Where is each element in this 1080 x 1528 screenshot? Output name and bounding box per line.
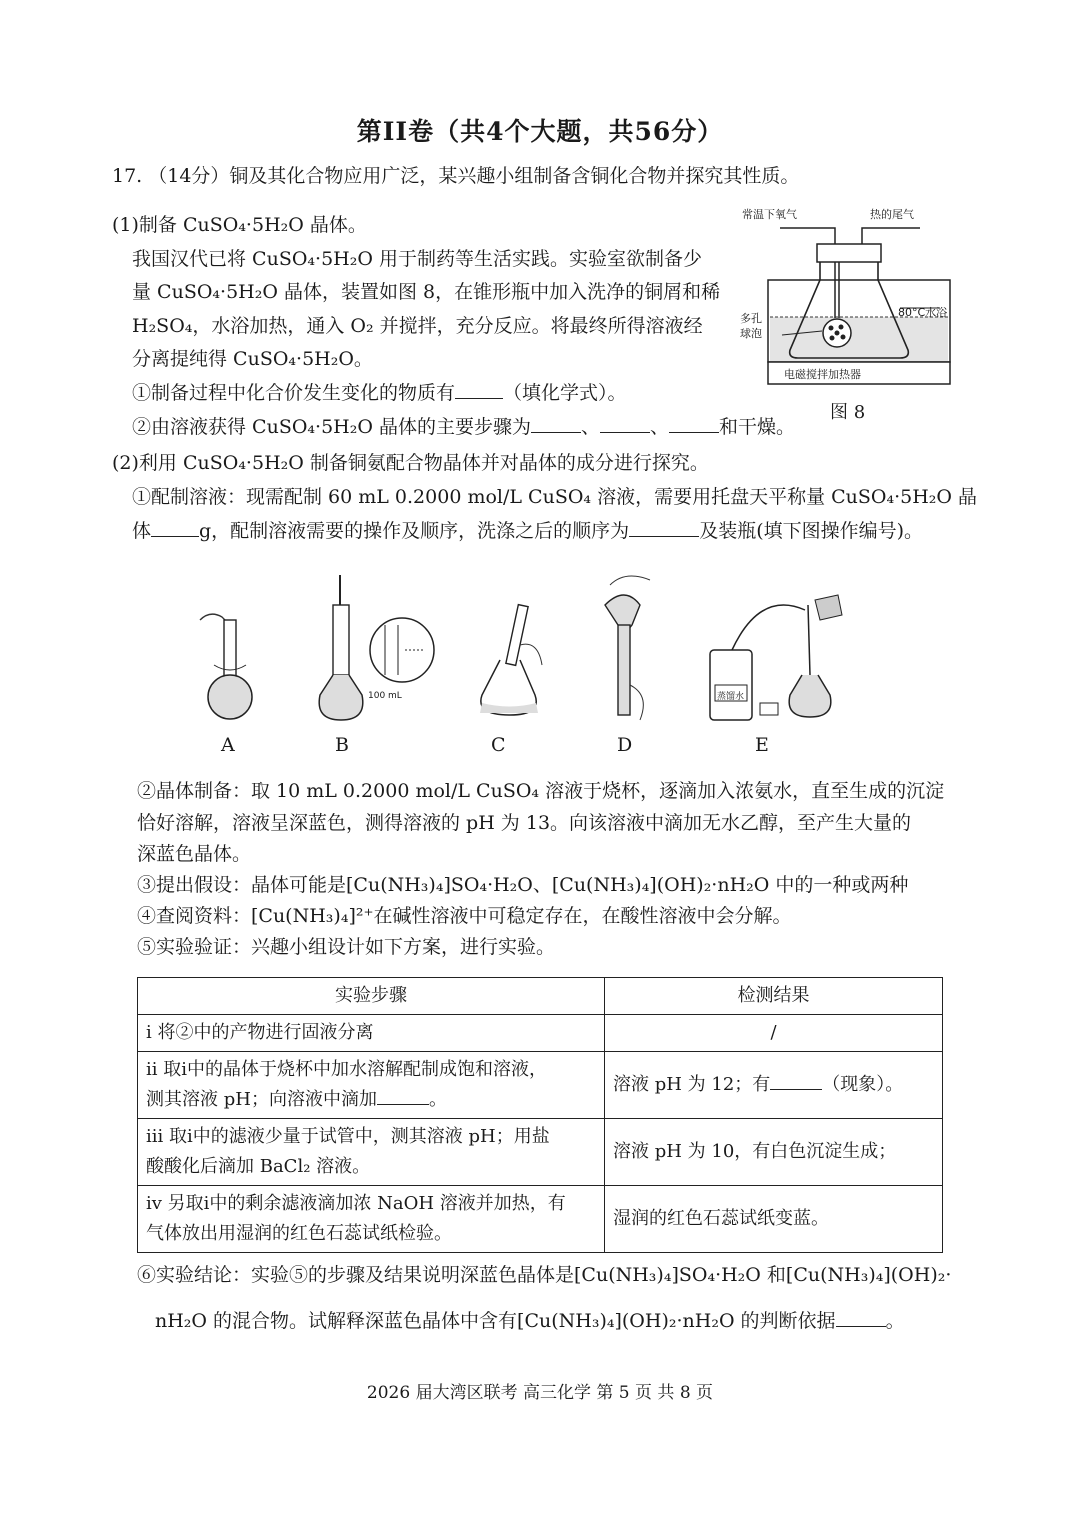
part1-line-2: 量 CuSO₄·5H₂O 晶体，装置如图 8，在锥形瓶中加入洗净的铜屑和稀 [132, 281, 721, 303]
part2-q5: ⑤实验验证：兴趣小组设计如下方案，进行实验。 [137, 936, 556, 958]
separator: 、 [580, 416, 600, 438]
part2-q1-line-1: ①配制溶液：现需配制 60 mL 0.2000 mol/L CuSO₄ 溶液，需要用托盘天平称量 CuSO₄·5H₂O 晶 [132, 486, 978, 508]
result-text: 溶液 pH 为 12；有 [613, 1074, 771, 1095]
water-bottle-label: 蒸馏水 [717, 692, 745, 702]
step-line: 气体放出用湿润的红色石蕊试纸检验。 [146, 1223, 452, 1244]
header-results: 检测结果 [605, 978, 943, 1015]
step-cell [138, 1186, 605, 1253]
step-line: 酸酸化后滴加 BaCl₂ 溶液。 [146, 1156, 371, 1177]
water-bath-label: 80°C水浴 [898, 306, 948, 319]
separator: 、 [649, 416, 669, 438]
answer-blank[interactable] [770, 1071, 822, 1090]
header-steps: 实验步骤 [138, 978, 605, 1015]
table-row [138, 1015, 943, 1052]
table-header-row [138, 978, 943, 1015]
answer-blank[interactable] [669, 414, 719, 433]
part2-q1-text-b: g，配制溶液需要的操作及顺序，洗涤之后的顺序为 [199, 520, 630, 542]
operation-label-a: A [221, 734, 235, 756]
answer-blank[interactable] [151, 518, 199, 537]
part2-q2-line-2: 恰好溶解，溶液呈深蓝色，测得溶液的 pH 为 13。向该溶液中滴加无水乙醇，至产生大量的 [137, 812, 912, 834]
part1-q1-text-a: ①制备过程中化合价发生变化的物质有 [132, 382, 456, 404]
answer-blank[interactable] [455, 380, 503, 399]
operation-c-drawing [480, 605, 542, 715]
part2-q1-text-c: 及装瓶(填下图操作编号)。 [699, 520, 924, 542]
operations-figure [170, 565, 870, 730]
table-row [138, 1052, 943, 1119]
result-cell: 溶液 pH 为 10，有白色沉淀生成； [605, 1119, 943, 1186]
step-cell [138, 1119, 605, 1186]
question-17-intro: 17. （14分）铜及其化合物应用广泛，某兴趣小组制备含铜化合物并探究其性质。 [112, 165, 800, 187]
result-text: （现象）。 [822, 1074, 904, 1095]
operation-a-drawing [200, 614, 252, 719]
page-footer: 2026 届大湾区联考 高三化学 第 5 页 共 8 页 [366, 1383, 714, 1403]
part1-line-3: H₂SO₄，水浴加热，通入 O₂ 并搅拌，充分反应。将最终所得溶液经 [132, 315, 703, 337]
step-line: iv 另取i中的剩余滤液滴加浓 NaOH 溶液并加热，有 [146, 1193, 566, 1214]
operation-d-drawing [605, 576, 650, 720]
table-row [138, 1186, 943, 1253]
part1-q2-text-b: 和干燥。 [719, 416, 796, 438]
step-line: ii 取i中的晶体于烧杯中加水溶解配制成饱和溶液， [146, 1059, 547, 1080]
operation-label-b: B [335, 734, 349, 756]
part2-q3: ③提出假设：晶体可能是[Cu(NH₃)₄]SO₄·H₂O、[Cu(NH₃)₄](OH)₂·nH₂O 中的一种或两种 [137, 874, 909, 896]
operation-label-d: D [617, 734, 633, 756]
step-text: 测其溶液 pH；向溶液中滴加 [146, 1089, 377, 1110]
step-line: iii 取i中的滤液少量于试管中，测其溶液 pH；用盐 [146, 1126, 550, 1147]
tail-gas-label: 热的尾气 [870, 208, 914, 221]
bubble-label-2: 球泡 [740, 327, 762, 340]
part1-line-1: 我国汉代已将 CuSO₄·5H₂O 用于制药等生活实践。实验室欲制备少 [132, 248, 702, 270]
part1-q1-text-b: （填化学式）。 [503, 382, 627, 404]
part2-q1-line-2 [132, 518, 923, 544]
figure-caption: 图 8 [830, 402, 866, 423]
step-cell: i 将②中的产物进行固液分离 [138, 1015, 605, 1052]
part2-q1-text-a: 体 [132, 520, 152, 542]
part2-q6-text-b: 。 [885, 1310, 905, 1332]
result-cell: 湿润的红色石蕊试纸变蓝。 [605, 1186, 943, 1253]
part2-q2-line-1: ②晶体制备：取 10 mL 0.2000 mol/L CuSO₄ 溶液于烧杯，逐滴加入浓氨水，直至生成的沉淀 [137, 780, 945, 802]
step-cell [138, 1052, 605, 1119]
answer-blank[interactable] [629, 518, 699, 537]
operations-illustration [170, 565, 870, 730]
result-cell: / [605, 1015, 943, 1052]
part1-question-2 [132, 414, 795, 440]
step-text: 。 [428, 1089, 447, 1110]
bubble-label-1: 多孔 [740, 312, 762, 325]
part2-q6-text-a: nH₂O 的混合物。试解释深蓝色晶体中含有[Cu(NH₃)₄](OH)₂·nH₂O 的判断依据 [155, 1310, 836, 1332]
part2-q6-line-2 [155, 1308, 905, 1334]
part2-q2-line-3: 深蓝色晶体。 [137, 843, 252, 865]
experiment-table [137, 977, 943, 1253]
section-title: 第II卷（共4个大题，共56分） [356, 117, 724, 146]
part1-heading: (1)制备 CuSO₄·5H₂O 晶体。 [112, 214, 367, 236]
answer-blank[interactable] [836, 1308, 886, 1327]
part2-heading: (2)利用 CuSO₄·5H₂O 制备铜氨配合物晶体并对晶体的成分进行探究。 [112, 452, 709, 474]
part2-q6-line-1: ⑥实验结论：实验⑤的步骤及结果说明深蓝色晶体是[Cu(NH₃)₄]SO₄·H₂O 和[Cu(NH₃)₄](OH)₂· [137, 1264, 952, 1286]
part1-question-1 [132, 380, 627, 406]
operation-label-e: E [755, 734, 769, 756]
operation-label-c: C [491, 734, 506, 756]
result-cell [605, 1052, 943, 1119]
part2-q4: ④查阅资料：[Cu(NH₃)₄]²⁺在碱性溶液中可稳定存在，在酸性溶液中会分解。 [137, 905, 792, 927]
answer-blank[interactable] [377, 1086, 429, 1105]
part1-line-4: 分离提纯得 CuSO₄·5H₂O。 [132, 348, 373, 370]
step-line [146, 1085, 596, 1115]
stirrer-label: 电磁搅拌加热器 [784, 368, 861, 381]
answer-blank[interactable] [531, 414, 581, 433]
part1-q2-text-a: ②由溶液获得 CuSO₄·5H₂O 晶体的主要步骤为 [132, 416, 531, 438]
table-row [138, 1119, 943, 1186]
answer-blank[interactable] [600, 414, 650, 433]
figure-8 [740, 200, 970, 425]
o2-label: 常温下氧气 [742, 208, 797, 221]
flask-volume-label: 100 mL [368, 691, 402, 701]
